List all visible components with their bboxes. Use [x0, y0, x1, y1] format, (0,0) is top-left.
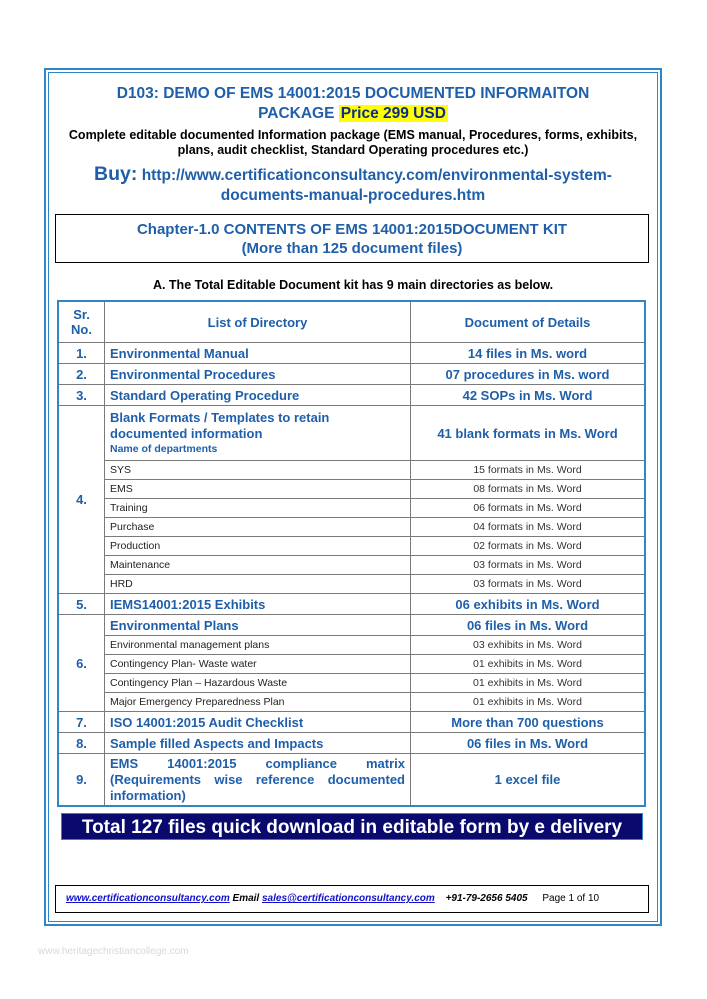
table-row: [58, 364, 645, 385]
plan-details: 01 exhibits in Ms. Word: [411, 674, 646, 693]
row-number: 4.: [58, 406, 105, 594]
row-number: 7.: [58, 712, 105, 733]
footer: [55, 885, 649, 913]
department-details: 02 formats in Ms. Word: [411, 537, 646, 556]
department-details: 04 formats in Ms. Word: [411, 518, 646, 537]
plan-name: Contingency Plan – Hazardous Waste: [105, 674, 411, 693]
buy-label: Buy:: [94, 163, 138, 185]
table-row: [58, 594, 645, 615]
directory-details: More than 700 questions: [411, 712, 646, 733]
table-row-blank-formats: [58, 406, 645, 461]
sub-row: [58, 480, 645, 499]
plan-name: Contingency Plan- Waste water: [105, 655, 411, 674]
plan-details: 03 exhibits in Ms. Word: [411, 636, 646, 655]
package-description: Complete editable documented Information package (EMS manual, Procedures, forms, exhibits, plans, audit checklist, Standard Operating procedures etc.): [68, 128, 638, 157]
sub-row: [58, 537, 645, 556]
directory-details: 1 excel file: [411, 754, 646, 807]
footer-email-link[interactable]: sales@certificationconsultancy.com: [262, 893, 435, 904]
header-details: Document of Details: [411, 301, 646, 343]
directory-name: Environmental Plans: [105, 615, 411, 636]
table-row-plans: [58, 615, 645, 636]
directory-name: Standard Operating Procedure: [105, 385, 411, 406]
plan-details: 01 exhibits in Ms. Word: [411, 693, 646, 712]
sub-row: [58, 636, 645, 655]
sub-row: [58, 556, 645, 575]
department-name: Purchase: [105, 518, 411, 537]
department-name: Maintenance: [105, 556, 411, 575]
header-directory: List of Directory: [105, 301, 411, 343]
department-details: 15 formats in Ms. Word: [411, 461, 646, 480]
row-number: 3.: [58, 385, 105, 406]
directory-name: IEMS14001:2015 Exhibits: [105, 594, 411, 615]
department-details: 03 formats in Ms. Word: [411, 556, 646, 575]
price-highlight: Price 299 USD: [340, 105, 446, 122]
directory-name: Environmental Procedures: [105, 364, 411, 385]
total-files-banner: Total 127 files quick download in editable form by e delivery: [61, 813, 643, 840]
footer-email-label: Email: [232, 893, 260, 904]
row-number: 6.: [58, 615, 105, 712]
footer-phone: +91-79-2656 5405: [445, 893, 528, 904]
directory-name: Environmental Manual: [105, 343, 411, 364]
directory-details: 14 files in Ms. word: [411, 343, 646, 364]
table-row: [58, 754, 645, 807]
chapter-heading-box: [55, 214, 649, 263]
buy-line: [52, 164, 654, 206]
directory-name: Sample filled Aspects and Impacts: [105, 733, 411, 754]
table-row: [58, 733, 645, 754]
directory-details: 07 procedures in Ms. word: [411, 364, 646, 385]
sub-row: [58, 575, 645, 594]
row-number: 1.: [58, 343, 105, 364]
section-heading: A. The Total Editable Document kit has 9 main directories as below.: [152, 278, 554, 292]
footer-page-number: Page 1 of 10: [542, 893, 600, 904]
department-details: 08 formats in Ms. Word: [411, 480, 646, 499]
table-header-row: [58, 301, 645, 343]
footer-website-link[interactable]: www.certificationconsultancy.com: [66, 893, 230, 904]
row-number: 8.: [58, 733, 105, 754]
sub-row: [58, 518, 645, 537]
sub-row: [58, 674, 645, 693]
plan-name: Environmental management plans: [105, 636, 411, 655]
sub-row: [58, 693, 645, 712]
table-row: [58, 385, 645, 406]
directory-name: [105, 406, 411, 461]
row-number: 2.: [58, 364, 105, 385]
department-name: SYS: [105, 461, 411, 480]
sub-row: [58, 655, 645, 674]
directory-table: [57, 300, 646, 807]
buy-link[interactable]: http://www.certificationconsultancy.com/environmental-system-documents-manual-procedures.htm: [141, 167, 612, 204]
department-details: 06 formats in Ms. Word: [411, 499, 646, 518]
directory-name: ISO 14001:2015 Audit Checklist: [105, 712, 411, 733]
watermark: www.heritagechristiancollege.com: [38, 946, 189, 957]
department-details: 03 formats in Ms. Word: [411, 575, 646, 594]
directory-name: EMS 14001:2015 compliance matrix (Requirements wise reference documented information): [105, 754, 411, 807]
department-name: Production: [105, 537, 411, 556]
plan-details: 01 exhibits in Ms. Word: [411, 655, 646, 674]
departments-label: Name of departments: [110, 443, 218, 455]
directory-details: 06 files in Ms. Word: [411, 615, 646, 636]
department-name: EMS: [105, 480, 411, 499]
title-line2: PACKAGE: [258, 105, 335, 122]
department-name: HRD: [105, 575, 411, 594]
chapter-subtitle: (More than 125 document files): [241, 240, 463, 257]
sub-row: [58, 499, 645, 518]
title-line1: D103: DEMO OF EMS 14001:2015 DOCUMENTED INFORMAITON: [116, 85, 590, 102]
document-heading: [52, 84, 654, 206]
directory-details: 41 blank formats in Ms. Word: [411, 406, 646, 461]
header-sr-no: Sr. No.: [58, 301, 105, 343]
chapter-title: Chapter-1.0 CONTENTS OF EMS 14001:2015DOCUMENT KIT: [136, 221, 568, 238]
table-row: [58, 343, 645, 364]
row-number: 5.: [58, 594, 105, 615]
table-row: [58, 712, 645, 733]
sub-row: [58, 461, 645, 480]
directory-details: 06 exhibits in Ms. Word: [411, 594, 646, 615]
blank-formats-name: Blank Formats / Templates to retain documented information: [110, 410, 330, 441]
document-title: [52, 84, 654, 124]
plan-name: Major Emergency Preparedness Plan: [105, 693, 411, 712]
directory-details: 06 files in Ms. Word: [411, 733, 646, 754]
directory-details: 42 SOPs in Ms. Word: [411, 385, 646, 406]
row-number: 9.: [58, 754, 105, 807]
department-name: Training: [105, 499, 411, 518]
